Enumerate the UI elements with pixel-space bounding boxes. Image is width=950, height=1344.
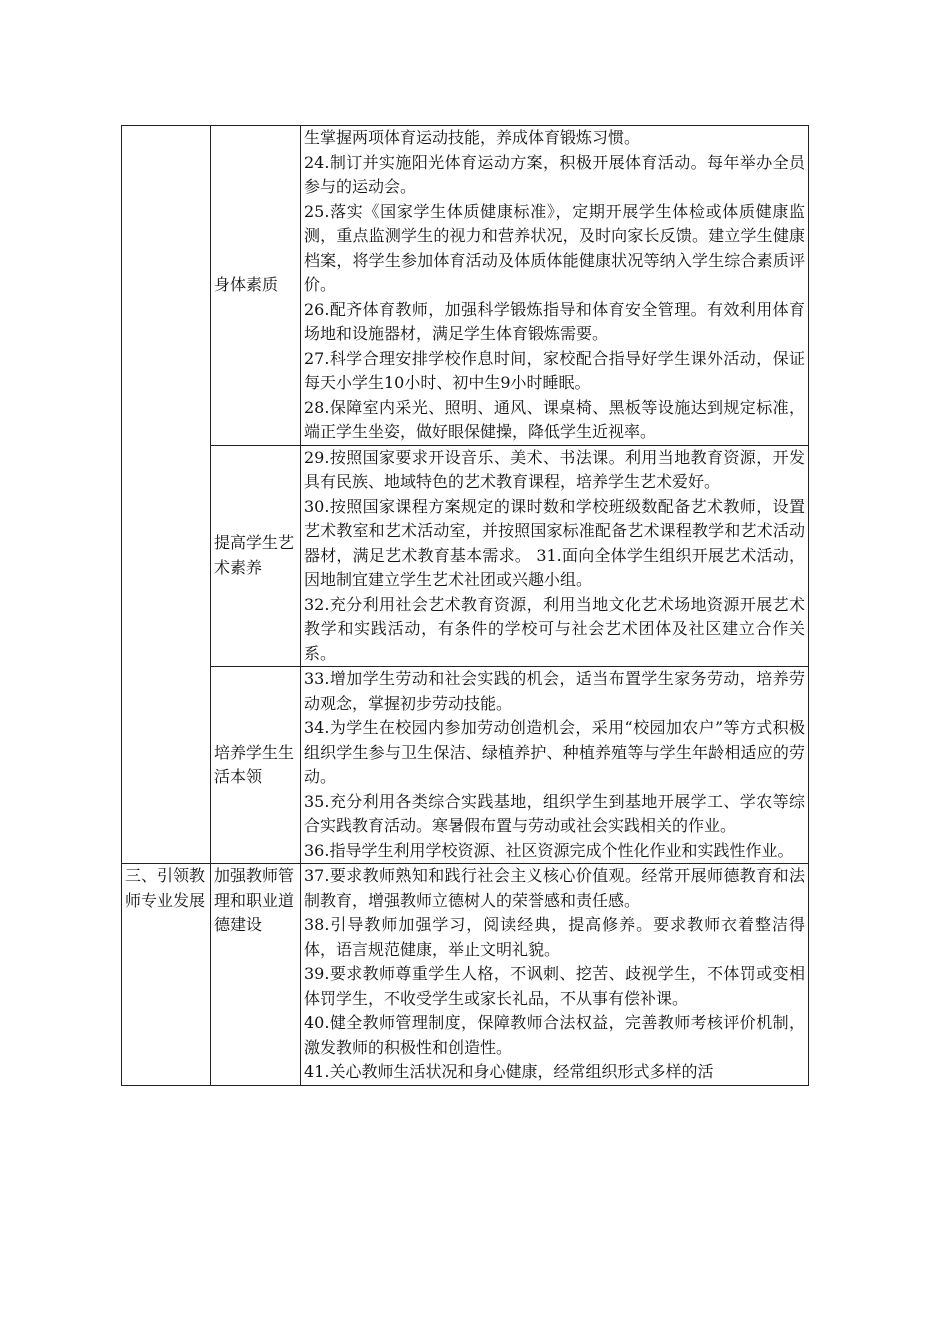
- list-item: 25.落实《国家学生体质健康标准》，定期开展学生体检或体质健康监测，重点监测学生的视力和营养状况，及时向家长反馈。建立学生健康档案，将学生参加体育活动及体质体能健康状况等纳入学生综合素质评价。: [304, 201, 805, 294]
- list-item: 40.健全教师管理制度，保障教师合法权益，完善教师考核评价机制，激发教师的积极性和创造性。: [304, 1013, 805, 1057]
- list-item: 32.充分利用社会艺术教育资源，利用当地文化艺术场地资源开展艺术教学和实践活动，有条件的学校可与社会艺术团体及社区建立合作关系。: [304, 594, 805, 663]
- table-row: [122, 126, 809, 446]
- subsection-label-cell: [211, 445, 301, 667]
- list-item: 35.充分利用各类综合实践基地，组织学生到基地开展学工、学农等综合实践教育活动。寒暑假布置与劳动或社会实践相关的作业。: [304, 791, 805, 835]
- list-item: 26.配齐体育教师，加强科学锻炼指导和体育安全管理。有效利用体育场地和设施器材，满足学生体育锻炼需要。: [304, 299, 805, 343]
- list-item: 33.增加学生劳动和社会实践的机会，适当布置学生家务劳动，培养劳动观念，掌握初步劳动技能。: [304, 669, 805, 713]
- list-item: 29.按照国家要求开设音乐、美术、书法课。利用当地教育资源，开发具有民族、地域特色的艺术教育课程，培养学生艺术爱好。: [304, 447, 805, 491]
- list-item: 28.保障室内采光、照明、通风、课桌椅、黑板等设施达到规定标准，端正学生坐姿，做好眼保健操，降低学生近视率。: [304, 397, 805, 441]
- list-item: 36.指导学生利用学校资源、社区资源完成个性化作业和实践性作业。: [304, 840, 794, 860]
- table-row: [122, 864, 809, 1086]
- items-cell: [301, 667, 809, 864]
- category-label: 三、引领教师专业发展: [125, 866, 206, 910]
- category-cell: [122, 864, 211, 1086]
- subsection-label: 身体素质: [214, 275, 279, 294]
- list-item: 24.制订并实施阳光体育运动方案，积极开展体育活动。每年举办全员参与的运动会。: [304, 152, 805, 196]
- list-item: 27.科学合理安排学校作息时间，家校配合指导好学生课外活动，保证每天小学生10小时、初中生9小时睡眠。: [304, 348, 805, 392]
- list-item: 生掌握两项体育运动技能，养成体育锻炼习惯。: [304, 128, 641, 147]
- category-cell-empty: [122, 126, 211, 864]
- table-row: [122, 445, 809, 667]
- items-cell: [301, 445, 809, 667]
- subsection-label-cell: [211, 864, 301, 1086]
- list-item: 41.关心教师生活状况和身心健康，经常组织形式多样的活: [304, 1062, 714, 1081]
- subsection-label-cell: [211, 667, 301, 864]
- list-item: 37.要求教师熟知和践行社会主义核心价值观。经常开展师德教育和法制教育，增强教师立德树人的荣誉感和责任感。: [304, 866, 805, 910]
- list-item: 39.要求教师尊重学生人格，不讽刺、挖苦、歧视学生，不体罚或变相体罚学生，不收受学生或家长礼品，不从事有偿补课。: [304, 964, 805, 1008]
- table-row: [122, 667, 809, 864]
- standards-table: [121, 125, 809, 1086]
- subsection-label: 培养学生生活本领: [214, 742, 295, 786]
- list-item: 34.为学生在校园内参加劳动创造机会，采用“校园加农户”等方式积极组织学生参与卫生保洁、绿植养护、种植养殖等与学生年龄相适应的劳动。: [304, 718, 805, 786]
- items-cell: [301, 864, 809, 1086]
- list-item: 38.引导教师加强学习，阅读经典，提高修养。要求教师衣着整洁得体，语言规范健康，举止文明礼貌。: [304, 915, 805, 959]
- subsection-label: 提高学生艺术素养: [214, 533, 295, 577]
- subsection-label: 加强教师管理和职业道德建设: [214, 866, 295, 934]
- subsection-label-cell: [211, 126, 301, 446]
- list-item: 30.按照国家课程方案规定的课时数和学校班级数配备艺术教师，设置艺术教室和艺术活动室，并按照国家标准配备艺术课程教学和艺术活动器材，满足艺术教育基本需求。 31.面向全体学生组织开展艺术活动，因地制宜建立学生艺术社团或兴趣小组。: [304, 496, 805, 589]
- items-cell: [301, 126, 809, 446]
